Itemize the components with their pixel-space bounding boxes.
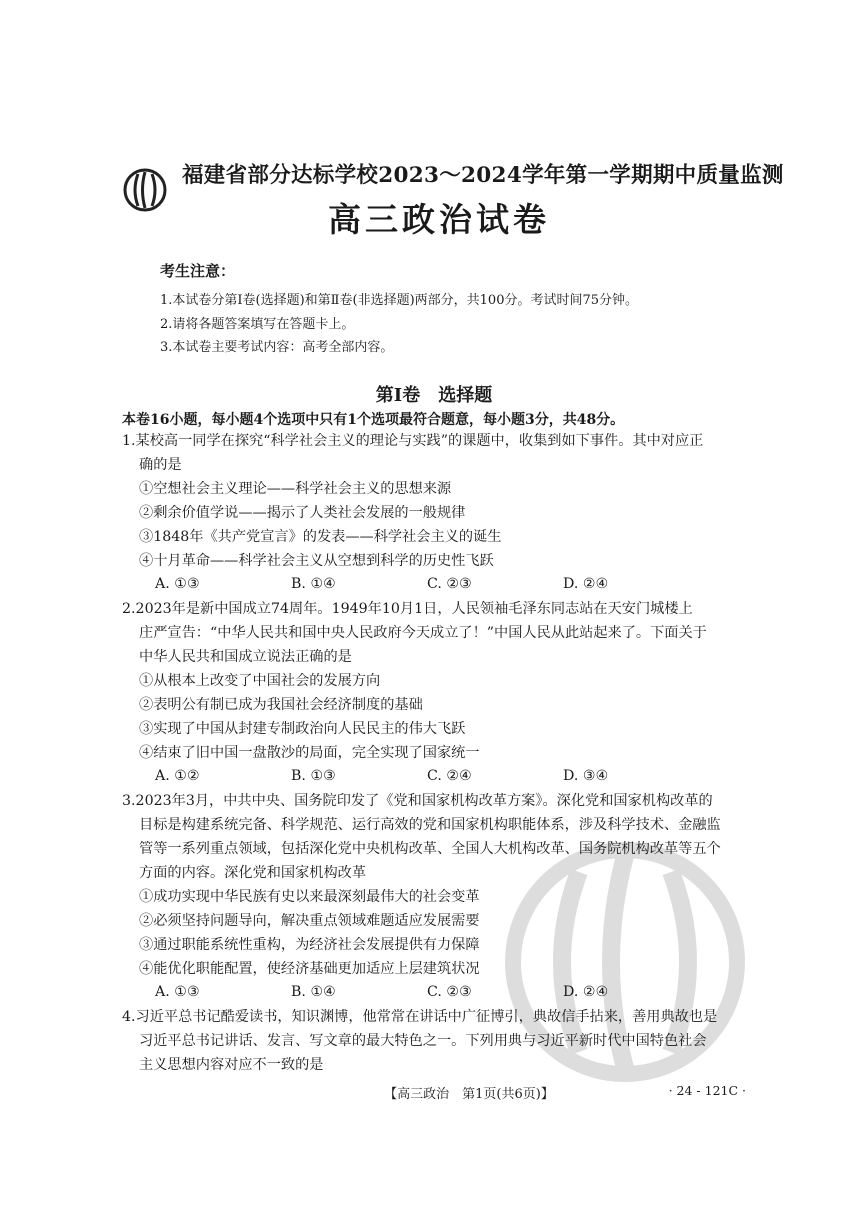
option-c: C. ②④ [427,768,472,784]
question-3-text: 目标是构建系统完备、科学规范、运行高效的党和国家机构职能体系，涉及科学技术、金融监 [139,817,721,833]
option-a: A. ①③ [155,576,200,592]
notice-item: 1.本试卷分第Ⅰ卷(选择题)和第Ⅱ卷(非选择题)两部分，共100分。考试时间75分钟。 [160,293,639,308]
option-a: A. ①② [155,768,200,784]
question-2-options [155,768,715,784]
question-1-text: 1.某校高一同学在探究“科学社会主义的理论与实践”的课题中，收集到如下事件。其中对应正 [122,433,704,449]
question-4-text: 习近平总书记讲话、发言、写文章的最大特色之一。下列用典与习近平新时代中国特色社会 [139,1033,707,1049]
notice-title: 考生注意： [160,262,236,280]
question-3-item: ④能优化职能配置，使经济基础更加适应上层建筑状况 [139,961,480,977]
question-4-text: 主义思想内容对应不一致的是 [139,1057,324,1073]
question-4-text: 4.习近平总书记酷爱读书，知识渊博，他常常在讲话中广征博引，典故信手拈来，善用典故也是 [122,1009,718,1025]
question-3-text: 管等一系列重点领域，包括深化党中央机构改革、全国人大机构改革、国务院机构改革等五个 [139,841,721,857]
exam-header: 福建省部分达标学校2023～2024学年第一学期期中质量监测 [182,163,784,188]
question-2-text: 2.2023年是新中国成立74周年。1949年10月1日，人民领袖毛泽东同志站在天安门城楼上 [122,601,693,617]
question-3-item: ③通过职能系统性重构，为经济社会发展提供有力保障 [139,937,480,953]
exam-code: · 24 - 121C · [668,1083,746,1098]
question-3-text: 方面的内容。深化党和国家机构改革 [139,865,367,881]
notice-item: 3.本试卷主要考试内容：高考全部内容。 [160,340,394,355]
question-3-text: 3.2023年3月，中共中央、国务院印发了《党和国家机构改革方案》。深化党和国家机构改革的 [122,793,713,809]
option-a: A. ①③ [155,984,200,1000]
watermark-logo-icon [505,842,745,1082]
option-d: D. ③④ [563,768,609,784]
question-2-item: ②表明公有制已成为我国社会经济制度的基础 [139,697,423,713]
question-1-text: 确的是 [139,457,182,473]
question-2-item: ④结束了旧中国一盘散沙的局面，完全实现了国家统一 [139,745,480,761]
page-footer: 【高三政治 第1页(共6页)】 [384,1087,554,1102]
question-1-item: ④十月革命——科学社会主义从空想到科学的历史性飞跃 [139,553,494,569]
section-title: 第Ⅰ卷 选择题 [375,385,493,406]
option-b: B. ①④ [291,576,336,592]
notice-item: 2.请将各题答案填写在答题卡上。 [160,317,355,332]
question-2-text: 庄严宣告：“中华人民共和国中央人民政府今天成立了！”中国人民从此站起来了。下面关于 [139,625,707,641]
question-3-item: ①成功实现中华民族有史以来最深刻最伟大的社会变革 [139,889,480,905]
option-d: D. ②④ [563,576,609,592]
question-1-item: ②剩余价值学说——揭示了人类社会发展的一般规律 [139,505,466,521]
question-1-item: ③1848年《共产党宣言》的发表——科学社会主义的诞生 [139,529,502,545]
option-c: C. ②③ [427,576,472,592]
option-b: B. ①④ [291,984,336,1000]
question-2-text: 中华人民共和国成立说法正确的是 [139,649,352,665]
option-b: B. ①③ [291,768,336,784]
option-d: D. ②④ [563,984,609,1000]
question-2-item: ③实现了中国从封建专制政治向人民民主的伟大飞跃 [139,721,466,737]
question-1-options [155,576,715,592]
option-c: C. ②③ [427,984,472,1000]
question-2-item: ①从根本上改变了中国社会的发展方向 [139,673,381,689]
question-1-item: ①空想社会主义理论——科学社会主义的思想来源 [139,481,452,497]
question-3-item: ②必须坚持问题导向，解决重点领域难题适应发展需要 [139,913,480,929]
exam-title: 高三政治试卷 [328,200,550,239]
section-intro: 本卷16小题，每小题4个选项中只有1个选项最符合题意，每小题3分，共48分。 [122,412,625,428]
